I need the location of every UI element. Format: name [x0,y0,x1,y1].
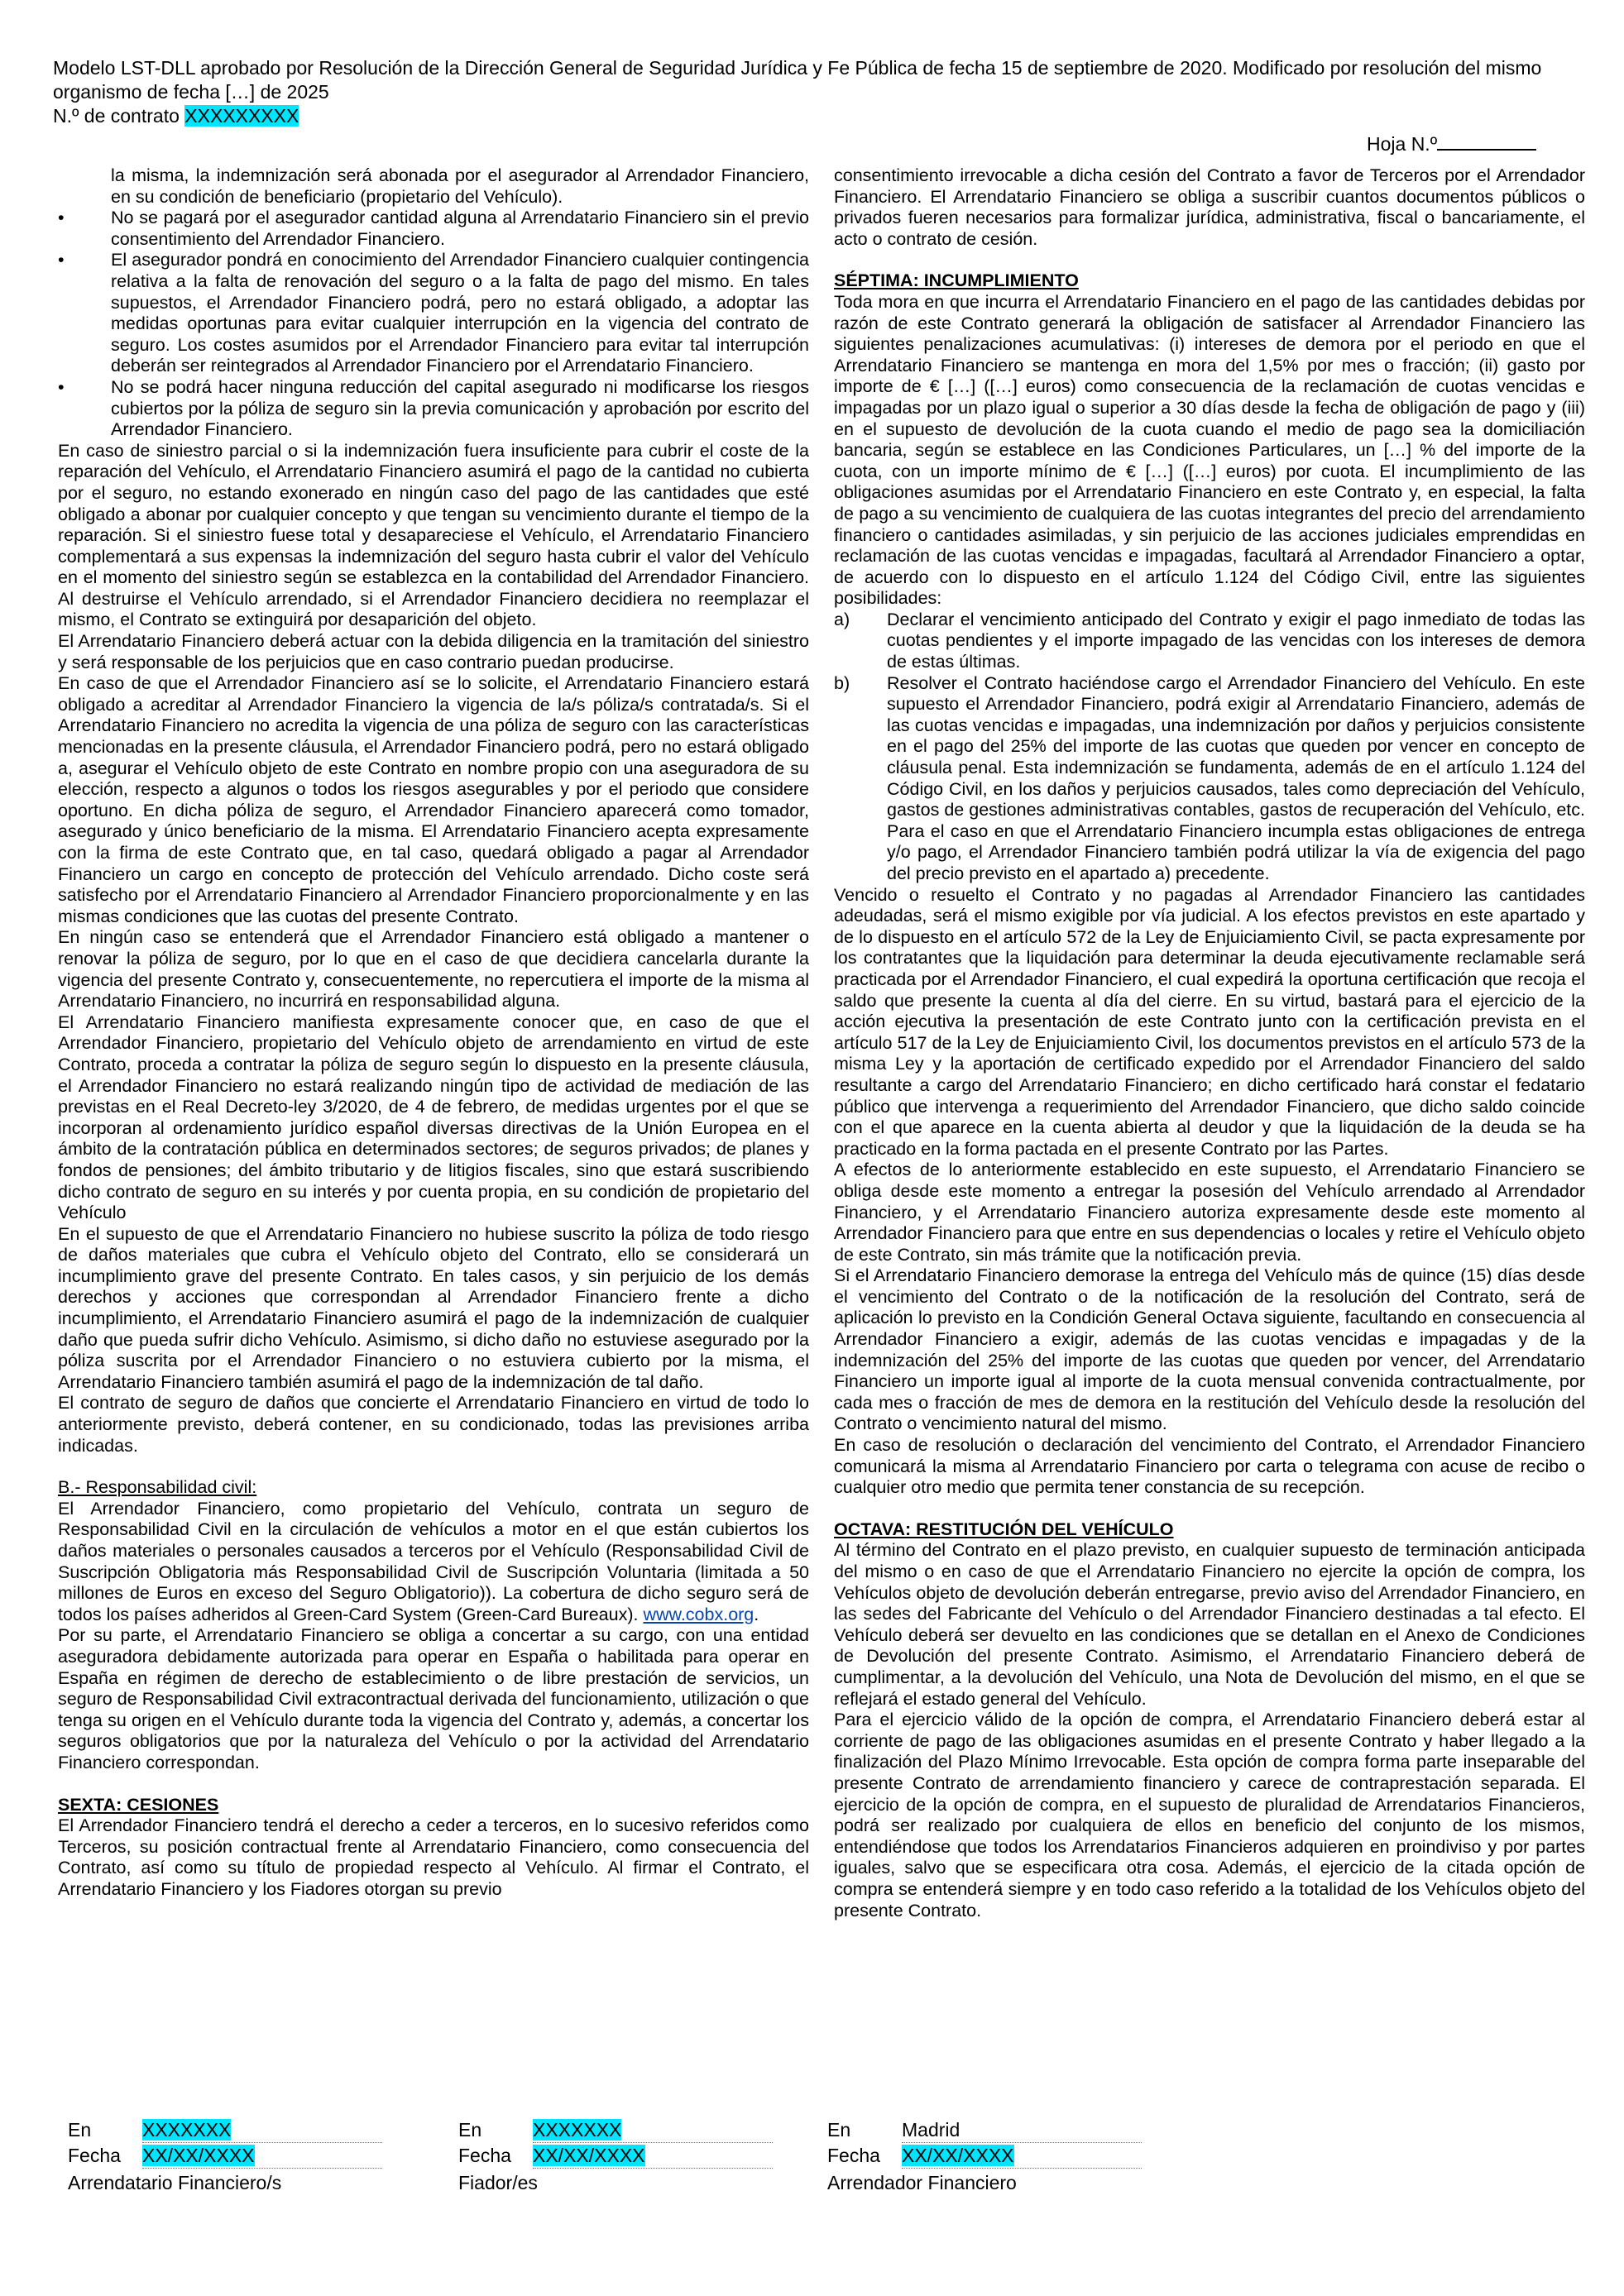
paragraph: Si el Arrendatario Financiero demorase la entrega del Vehículo más de quince (15) días desde el vencimiento del Contrato o de la notificación de la resolución del Contrato, será de aplicación lo previsto en la Condición General Octava siguiente, facultando en consecuencia al Arrendador Financiero a exigir, además de las cuotas vencidas e impagadas y de la indemnización del 25% del importe de las cuotas que queden por vencer, del Arrendatario Financiero un importe igual al importe de la cuota mensual convenida contractualmente, por cada mes o fracción de mes de demora en la restitución del Vehículo desde la resolución del Contrato o vencimiento natural del mismo. [834,1265,1585,1434]
contract-number-label: N.º de contrato [53,105,185,127]
signatory-role: Arrendador Financiero [827,2172,1017,2193]
signature-block-guarantor: En XXXXXXX Fecha XX/XX/XXXX Fiador/es [458,2117,773,2195]
signatory-role: Arrendatario Financiero/s [68,2172,282,2193]
paragraph: A efectos de lo anteriormente establecido en este supuesto, el Arrendatario Financiero se obliga desde este momento a entregar la posesión del Vehículo arrendado al Arrendador Financiero, y el Arrendatario Financiero autoriza expresamente desde este momento al Arrendador Financiero para que entre en sus dependencias o locales y retire el Vehículo objeto de este Contrato, sin más trámite que la notificación previa. [834,1160,1585,1265]
signature-block-lessor: En Madrid Fecha XX/XX/XXXX Arrendador Financiero [827,2117,1142,2195]
paragraph: En caso de resolución o declaración del vencimiento del Contrato, el Arrendador Financiero comunicará la misma al Arrendatario Financiero por carta o telegrama con acuse de recibo o cualquier otro medio que permita tener constancia de su recepción. [834,1435,1585,1498]
paragraph: Al término del Contrato en el plazo previsto, en cualquier supuesto de terminación anticipada del mismo o en caso de que el Arrendatario Financiero no ejercite la opción de compra, los Vehículos objeto de devolución deberán entregarse, previo aviso del Arrendador Financiero, en las sedes del Fabricante del Vehículo o del Arrendador Financiero destinadas a tal efecto. El Vehículo deberá ser devuelto en las condiciones que se detallan en el Anexo de Condiciones de Devolución del presente Contrato. Asimismo, el Arrendatario Financiero deberá de cumplimentar, a la devolución del Vehículo, una Nota de Devolución del mismo, en el que se reflejará el estado general del Vehículo. [834,1540,1585,1709]
paragraph: En ningún caso se entenderá que el Arrendador Financiero está obligado a mantener o renovar la póliza de seguro, por lo que en el caso de que decidiera cancelarla durante la vigencia del presente Contrato y, consecuentemente, no repercutiera el importe de la misma al Arrendatario Financiero, no incurrirá en responsabilidad alguna. [58,927,809,1012]
date-field[interactable]: XX/XX/XXXX [142,2143,382,2169]
contract-number-line [53,104,1575,128]
paragraph: Para el ejercicio válido de la opción de compra, el Arrendatario Financiero deberá estar al corriente de pago de las obligaciones asumidas en el presente Contrato y haber llegado a la finalización del Plazo Mínimo Irrevocable. Esta opción de compra forma parte inseparable del presente Contrato de arrendamiento financiero y carece de contraprestación separada. El ejercicio de la opción de compra, en el supuesto de pluralidad de Arrendatarios Financieros, podrá ser realizado por cualquiera de ellos en beneficio del conjunto de los mismos, entendiéndose que todos los Arrendatarios Financieros adquieren en proindiviso y por partes iguales, salvo que se especificara otra cosa. Además, el ejercicio de la citada opción de compra se entenderá siempre y en todo caso referido a la totalidad de los Vehículos objeto del presente Contrato. [834,1710,1585,1921]
paragraph: En caso de siniestro parcial o si la indemnización fuera insuficiente para cubrir el coste de la reparación del Vehículo, el Arrendatario Financiero asumirá el pago de la cantidad no cubierta por el seguro, no estando exonerado en ningún caso del pago de las cantidades que esté obligado a abonar por cualquier concepto y que tengan su vencimiento durante el tiempo de la reparación. Si el siniestro fuese total y desapareciese el Vehículo, el Arrendatario Financiero complementará a sus expensas la indemnización del seguro hasta cubrir el valor del Vehículo en el momento del siniestro según se establezca en la contabilidad del Arrendador Financiero. Al destruirse el Vehículo arrendado, si el Arrendador Financiero decidiera no reemplazar el mismo, el Contrato se extinguirá por desaparición del objeto. [58,440,809,630]
document-header [53,56,1575,128]
bullet-item: • El asegurador pondrá en conocimiento del Arrendador Financiero cualquier contingencia relativa a la falta de renovación del seguro o a la falta de pago del mismo. En tales supuestos, el Arrendador Financiero podrá, pero no estará obligado, a adoptar las medidas oportunas para evitar cualquier interrupción en la vigencia del contrato de seguro. Los costes asumidos por el Arrendador Financiero para evitar tal interrupción deberán ser reintegrados al Arrendador Financiero por el Arrendatario Financiero. [58,250,809,377]
civil-liability-paragraph: El Arrendador Financiero, como propietario del Vehículo, contrata un seguro de Responsabilidad Civil en la circulación de vehículos a motor en el que están cubiertos los daños materiales o personales causados a terceros por el Vehículo (Responsabilidad Civil de Suscripción Obligatoria más Responsabilidad Civil de Suscripción Voluntaria (limitada a 50 millones de Euros en exceso del Seguro Obligatorio)). La cobertura de dicho seguro será de todos los países adheridos al Green-Card System (Green-Card Bureaux). www.cobx.org. [58,1498,809,1624]
model-reference: Modelo LST-DLL aprobado por Resolución de la Dirección General de Seguridad Jurídica y Fe Pública de fecha 15 de septiembre de 2020. Modificado por resolución del mismo organismo de fecha […] de 2025 [53,57,1542,103]
sheet-number [1367,131,1536,155]
bullet-item: • No se podrá hacer ninguna reducción del capital asegurado ni modificarse los riesgos cubiertos por la póliza de seguro sin la previa comunicación y aprobación por escrito del Arrendador Financiero. [58,377,809,441]
bullet-item: • No se pagará por el asegurador cantidad alguna al Arrendatario Financiero sin el previo consentimiento del Arrendador Financiero. [58,208,809,250]
bullet-continuation: la misma, la indemnización será abonada por el asegurador al Arrendador Financiero, en su condición de beneficiario (propietario del Vehículo). [111,165,809,207]
option-marker: a) [834,609,850,629]
cobx-link[interactable]: www.cobx.org [643,1604,755,1624]
signature-block-lessee: En XXXXXXX Fecha XX/XX/XXXX Arrendatario Financiero/s [68,2117,382,2195]
date-field[interactable]: XX/XX/XXXX [902,2143,1142,2169]
civil-liability-title: B.- Responsabilidad civil: [58,1477,257,1498]
paragraph: Vencido o resuelto el Contrato y no pagadas al Arrendador Financiero las cantidades adeudadas, será el mismo exigible por vía judicial. A los efectos previstos en este apartado y de lo dispuesto en el artículo 572 de la Ley de Enjuiciamiento Civil, se pacta expresamente por los contratantes que la liquidación para determinar la deuda ejecutivamente reclamable será practicada por el Arrendador Financiero, el cual expedirá la oportuna certificación que recoja el saldo que presente la cuenta al día del cierre. En su virtud, bastará para el ejercicio de la acción ejecutiva la presentación de este Contrato junto con la certificación prevista en el artículo 517 de la Ley de Enjuiciamiento Civil, los documentos previstos en el artículo 573 de la misma Ley y la aportación de certificado expedido por el Arrendador Financiero del saldo resultante a cargo del Arrendatario Financiero; en dicho certificado hará constar el fedatario público que intervenga a requerimiento del Arrendador Financiero, que dicho saldo coincide con el que aparece en la cuenta abierta al deudor y que la liquidación de la deuda se ha practicado en la forma pactada en el presente Contrato por las Partes. [834,884,1585,1159]
section-title-sexta: SEXTA: CESIONES [58,1794,219,1815]
signatory-role: Fiador/es [458,2172,538,2193]
paragraph: El Arrendatario Financiero deberá actuar con la debida diligencia en la tramitación del siniestro y será responsable de los perjuicios que en caso contrario puedan producirse. [58,631,809,672]
place-field[interactable]: Madrid [902,2117,1142,2143]
right-column [834,165,1585,1921]
section-title-octava: OCTAVA: RESTITUCIÓN DEL VEHÍCULO [834,1519,1174,1539]
paragraph: En caso de que el Arrendador Financiero así se lo solicite, el Arrendatario Financiero estará obligado a acreditar al Arrendador Financiero la vigencia de la/s póliza/s contratada/s. Si el Arrendatario Financiero no acredita la vigencia de una póliza de seguro con las características mencionadas en la presente cláusula, el Arrendador Financiero podrá, pero no estará obligado a, asegurar el Vehículo objeto de este Contrato en nombre propio con una aseguradora de su elección, respecto a algunos o todos los riesgos asegurables y por el periodo que considere oportuno. En dicha póliza de seguro, el Arrendador Financiero aparecerá como tomador, asegurado y único beneficiario de la misma. El Arrendatario Financiero acepta expresamente con la firma de este Contrato que, en tal caso, quedará obligado a pagar al Arrendador Financiero un cargo en concepto de protección del Vehículo arrendado. Dicho coste será satisfecho por el Arrendatario Financiero al Arrendador Financiero proporcionalmente y en las mismas condiciones que las cuotas del presente Contrato. [58,673,809,926]
contract-number: XXXXXXXXX [184,105,299,127]
sheet-number-label: Hoja N.º [1367,133,1438,155]
place-field[interactable]: XXXXXXX [533,2117,773,2143]
place-field[interactable]: XXXXXXX [142,2117,382,2143]
sheet-number-blank [1437,131,1536,151]
sexta-paragraph: El Arrendador Financiero tendrá el derecho a ceder a terceros, en lo sucesivo referidos como Terceros, su posición contractual frente al Arrendatario Financiero, como consecuencia del Contrato, así como su título de propiedad respecto al Vehículo. Al firmar el Contrato, el Arrendatario Financiero y los Fiadores otorgan su previo [58,1815,809,1899]
civil-liability-paragraph-2: Por su parte, el Arrendatario Financiero se obliga a concertar a su cargo, con una entidad aseguradora debidamente autorizada para operar en España o habilitada para operar en España en régimen de derecho de establecimiento o de libre prestación de servicios, un seguro de Responsabilidad Civil extracontractual derivada del funcionamiento, utilización o que tenga su origen en el Vehículo durante toda la vigencia del Contrato y, además, a concertar los seguros obligatorios que por la naturaleza del Vehículo o por la actividad del Arrendatario Financiero correspondan. [58,1625,809,1772]
option-marker: b) [834,672,850,693]
option-item: a) Declarar el vencimiento anticipado del Contrato y exigir el pago inmediato de todas las cuotas pendientes y el importe impagado de las vencidas con los intereses de demora de estas últimas. [834,609,1585,672]
option-item: b) Resolver el Contrato haciéndose cargo el Arrendador Financiero del Vehículo. En este supuesto el Arrendador Financiero, podrá exigir al Arrendatario Financiero, además de las cuotas vencidas e impagadas, una indemnización por daños y perjuicios consistente en el pago del 25% del importe de las cuotas que queden por vencer en concepto de cláusula penal. Esta indemnización se fundamenta, además de en el artículo 1.124 del Código Civil, en los daños y perjuicios causados, tales como depreciación del Vehículo, gastos de gestiones administrativas contables, gastos de recuperación del Vehículo, etc. Para el caso en que el Arrendatario Financiero incumpla estas obligaciones de entrega y/o pago, el Arrendador Financiero también podrá utilizar la vía de exigencia del pago del precio previsto en el apartado a) precedente. [834,672,1585,883]
paragraph: En el supuesto de que el Arrendatario Financiero no hubiese suscrito la póliza de todo riesgo de daños materiales que cubra el Vehículo objeto del Contrato, ello se considerará un incumplimiento grave del presente Contrato. En tales casos, y sin perjuicio de los demás derechos y acciones que correspondan al Arrendador Financiero frente a dicho incumplimiento, el Arrendatario Financiero asumirá el pago de la indemnización de cualquier daño que pueda sufrir dicho Vehículo. Asimismo, si dicho daño no estuviese asegurado por la póliza suscrita por el Arrendador Financiero o no estuviera cubierto por la misma, el Arrendatario Financiero también asumirá el pago de la indemnización de tal daño. [58,1223,809,1392]
left-column [58,165,809,1901]
section-title-septima: SÉPTIMA: INCUMPLIMIENTO [834,270,1079,291]
paragraph: El contrato de seguro de daños que concierte el Arrendatario Financiero en virtud de todo lo anteriormente previsto, deberá contener, en su condicionado, todas las previsiones arriba indicadas. [58,1393,809,1456]
sexta-continuation: consentimiento irrevocable a dicha cesión del Contrato a favor de Terceros por el Arrendador Financiero. El Arrendatario Financiero se obliga a suscribir cuantos documentos públicos o privados fueren necesarios para formalizar jurídica, administrativa, fiscal o bancariamente, el acto o contrato de cesión. [834,165,1585,249]
date-field[interactable]: XX/XX/XXXX [533,2143,773,2169]
insurance-bullets [58,165,809,441]
paragraph: El Arrendatario Financiero manifiesta expresamente conocer que, en caso de que el Arrendador Financiero, propietario del Vehículo objeto de arrendamiento en virtud de este Contrato, proceda a contratar la póliza de seguro según lo dispuesto en la presente cláusula, el Arrendador Financiero no estará realizando ningún tipo de actividad de mediación de las previstas en el Real Decreto-ley 3/2020, de 4 de febrero, de medidas urgentes por el que se incorporan al ordenamiento jurídico español diversas directivas de la Unión Europea en el ámbito de la contratación pública en determinados sectores; de seguros privados; de planes y fondos de pensiones; del ámbito tributario y de litigios fiscales, sino que estará suscribiendo dicho contrato de seguro en su interés y por cuenta propia, en su condición de propietario del Vehículo [58,1012,809,1223]
septima-paragraph: Toda mora en que incurra el Arrendatario Financiero en el pago de las cantidades debidas por razón de este Contrato generará la obligación de satisfacer al Arrendador Financiero las siguientes penalizaciones acumulativas: (i) intereses de demora por el periodo en que el Arrendatario Financiero se mantenga en mora del 1,5% por mes o fracción; (ii) gasto por importe de € […] ([…] euros) como consecuencia de la reclamación de cuotas vencidas e impagadas por un plazo igual o superior a 30 días desde la fecha de obligación de pago y (iii) en el supuesto de devolución de la cuota cuando el medio de pago sea la domiciliación bancaria, según se establece en las Condiciones Particulares, un […] % del importe de la cuota, con un importe mínimo de € […] ([…] euros) por cuota. El incumplimiento de las obligaciones asumidas por el Arrendatario Financiero en este Contrato y, en especial, la falta de pago a su vencimiento de cualquiera de las cuotas integrantes del precio del arrendamiento financiero o cantidades asimiladas, y sin perjuicio de las acciones judiciales emprendidas en reclamación de las cuotas vencidas e impagadas, facultará al Arrendador Financiero a optar, de acuerdo con lo dispuesto en el artículo 1.124 del Código Civil, entre las siguientes posibilidades: [834,291,1585,609]
options-list [834,610,1585,885]
